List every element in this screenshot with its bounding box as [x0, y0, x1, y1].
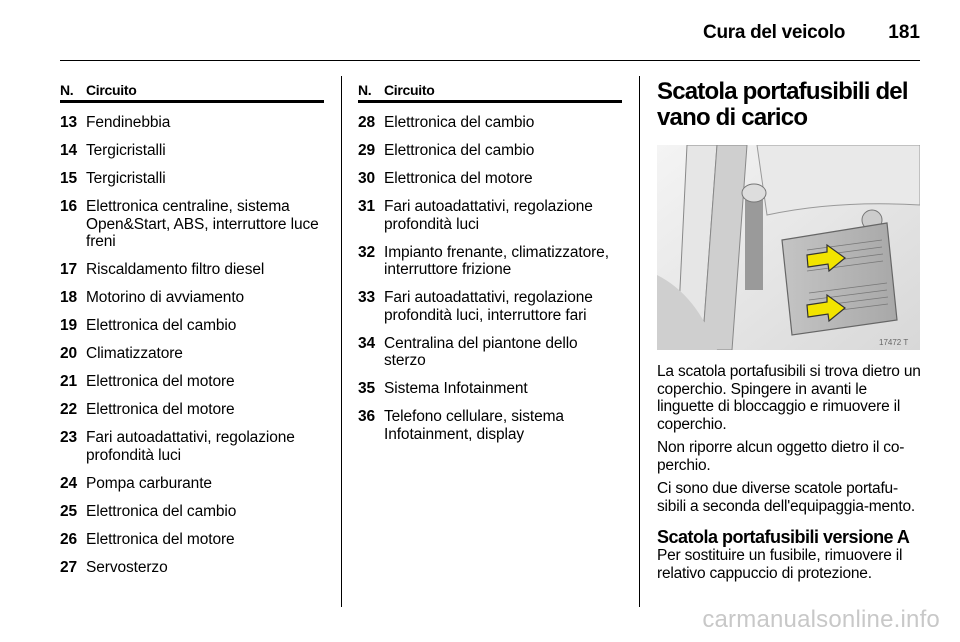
fuse-number: 36	[358, 408, 376, 425]
table-row	[60, 142, 324, 160]
circuit-description: Impianto frenante, climatizzatore, interruttore frizione	[384, 243, 609, 278]
fuse-number: 16	[60, 198, 78, 215]
fuse-number: 34	[358, 334, 376, 352]
fuse-number: 15	[60, 170, 78, 187]
table-row	[60, 559, 324, 577]
table-header	[358, 80, 622, 103]
paragraph: Ci sono due diverse scatole portafu-sibili a seconda dell'equipaggia-mento.	[657, 480, 915, 515]
fuse-number: 35	[358, 380, 376, 397]
table-row	[60, 198, 324, 251]
header-divider	[60, 60, 920, 61]
paragraph: La scatola portafusibili si trova dietro un coperchio. Spingere in avanti le linguette di bloccaggio e rimuovere il coperchio.	[657, 363, 921, 433]
circuit-description: Elettronica del cambio	[86, 317, 237, 334]
header-circuit: Circuito	[86, 82, 137, 98]
table-row	[60, 317, 324, 335]
table-row	[60, 261, 324, 279]
table-row	[60, 401, 324, 419]
cargo-fusebox-drawing	[657, 145, 920, 350]
fuse-box-illustration	[657, 145, 920, 350]
table-header	[60, 80, 324, 103]
fuse-number: 32	[358, 243, 376, 261]
table-row	[60, 429, 324, 464]
circuit-description: Servosterzo	[86, 558, 168, 576]
circuit-description: Tergicristalli	[86, 142, 166, 159]
fuse-table-middle	[358, 80, 622, 443]
circuit-description: Elettronica del cambio	[86, 502, 237, 520]
watermark: carmanualsonline.info	[702, 606, 940, 633]
table-row	[358, 289, 622, 324]
circuit-description: Elettronica del motore	[86, 373, 235, 390]
table-row	[60, 503, 324, 521]
circuit-description: Sistema Infotainment	[384, 380, 528, 397]
fuse-number: 23	[60, 429, 78, 446]
circuit-description: Riscaldamento filtro diesel	[86, 261, 265, 278]
fuse-number: 21	[60, 373, 78, 390]
circuit-description: Pompa carburante	[86, 474, 212, 492]
table-row	[358, 335, 622, 370]
fuse-number: 22	[60, 401, 78, 418]
fuse-number: 33	[358, 289, 376, 306]
circuit-description: Elettronica del cambio	[384, 114, 535, 131]
fuse-number: 25	[60, 502, 78, 520]
circuit-description: Fari autoadattativi, regolazione profondità luci	[86, 429, 295, 464]
table-row	[358, 142, 622, 160]
table-row	[60, 170, 324, 188]
circuit-description: Elettronica centraline, sistema Open&Start, ABS, interruttore luce freni	[86, 198, 319, 250]
fuse-number: 13	[60, 114, 78, 131]
fuse-number: 29	[358, 142, 376, 159]
column-divider-left	[341, 76, 342, 607]
fuse-number: 18	[60, 289, 78, 306]
circuit-description: Climatizzatore	[86, 345, 183, 362]
table-row	[60, 531, 324, 549]
fuse-number: 27	[60, 558, 78, 576]
fuse-number: 28	[358, 114, 376, 131]
header-number: N.	[60, 82, 74, 98]
table-row	[60, 114, 324, 132]
paragraph: Non riporre alcun oggetto dietro il co-perchio.	[657, 439, 905, 474]
fuse-number: 20	[60, 345, 78, 362]
table-row	[358, 198, 622, 233]
fuse-number: 24	[60, 474, 78, 492]
paragraph: Per sostituire un fusibile, rimuovere il relativo cappuccio di protezione.	[657, 547, 903, 582]
circuit-description: Centralina del piantone dello sterzo	[384, 334, 578, 369]
circuit-description: Telefono cellulare, sistema Infotainment, display	[384, 408, 564, 443]
circuit-description: Elettronica del cambio	[384, 142, 535, 159]
fuse-number: 19	[60, 317, 78, 334]
circuit-description: Elettronica del motore	[384, 170, 533, 187]
table-row	[60, 373, 324, 391]
table-row	[60, 475, 324, 493]
table-row	[358, 244, 622, 279]
header-number: N.	[358, 82, 372, 98]
page-number: 181	[888, 22, 920, 43]
subsection-title: Scatola portafusibili versione A	[657, 527, 910, 547]
table-row	[358, 408, 622, 443]
fuse-number: 14	[60, 142, 78, 159]
table-row	[60, 289, 324, 307]
fuse-table-left	[60, 80, 324, 576]
circuit-description: Fari autoadattativi, regolazione profondità luci	[384, 198, 593, 233]
fuse-number: 17	[60, 261, 78, 278]
circuit-description: Tergicristalli	[86, 170, 166, 187]
fuse-number: 31	[358, 198, 376, 215]
fuse-number: 26	[60, 530, 78, 548]
table-row	[60, 345, 324, 363]
table-row	[358, 170, 622, 188]
page-title: Cura del veicolo	[703, 22, 845, 43]
circuit-description: Elettronica del motore	[86, 530, 235, 548]
circuit-description: Fendinebbia	[86, 114, 171, 131]
table-row	[358, 380, 622, 398]
figure-code: 17472 T	[879, 338, 909, 347]
header-circuit: Circuito	[384, 82, 435, 98]
right-column	[657, 79, 922, 582]
section-title: Scatola portafusibili del vano di carico	[657, 78, 908, 131]
circuit-description: Elettronica del motore	[86, 401, 235, 418]
circuit-description: Motorino di avviamento	[86, 289, 245, 306]
fuse-number: 30	[358, 170, 376, 187]
circuit-description: Fari autoadattativi, regolazione profondità luci, interruttore fari	[384, 289, 593, 324]
table-row	[358, 114, 622, 132]
column-divider-right	[639, 76, 640, 607]
